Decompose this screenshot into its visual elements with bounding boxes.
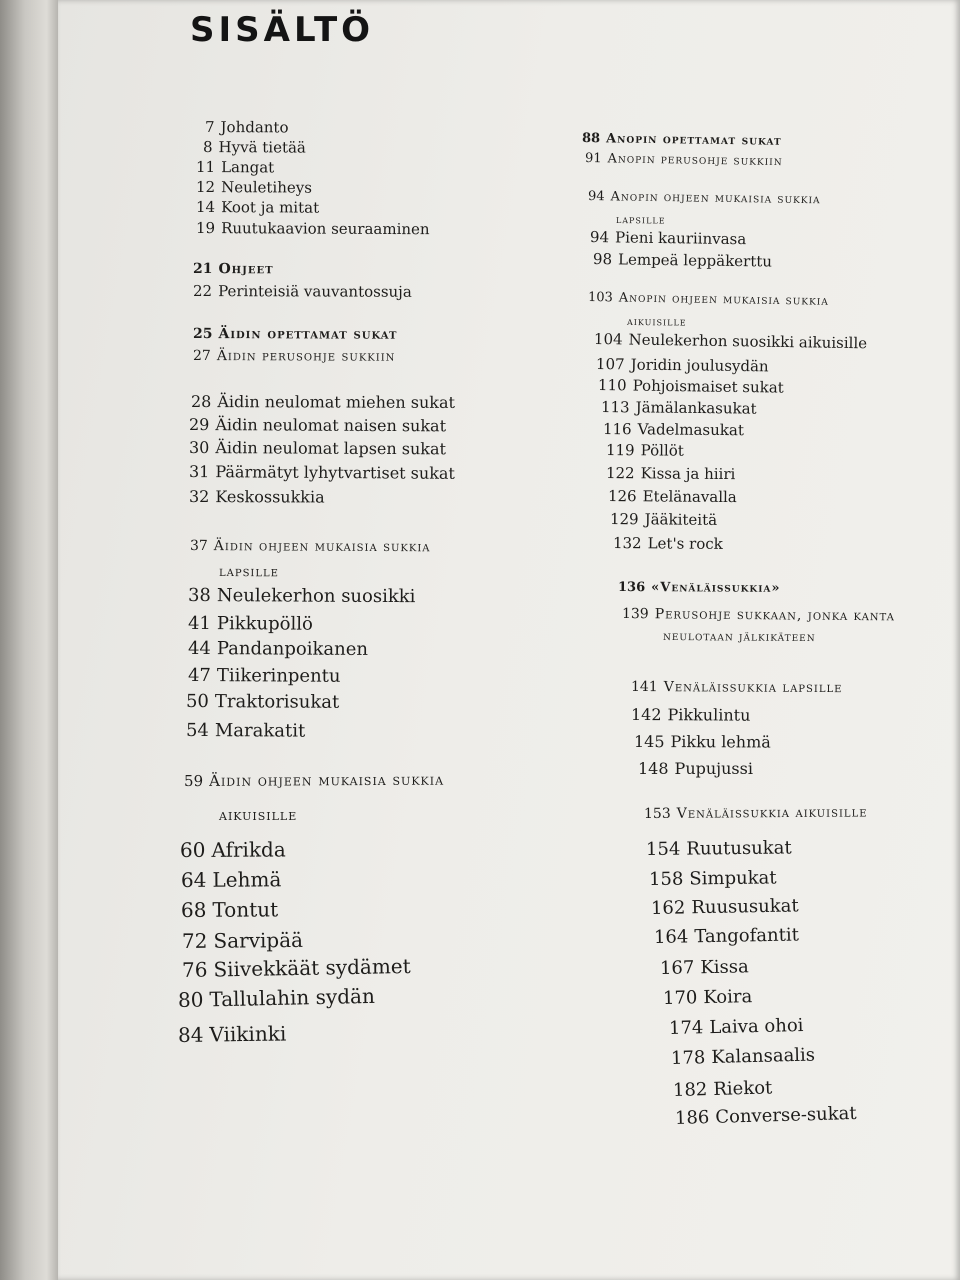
section-heading: neulotaan jälkikäteen xyxy=(662,629,816,646)
left-toc-entry xyxy=(186,720,305,742)
left-toc-entry xyxy=(196,198,319,217)
left-toc-entry xyxy=(219,564,279,580)
left-toc-entry xyxy=(219,806,297,824)
page-number: 167 xyxy=(659,957,695,979)
left-toc-entry xyxy=(193,261,274,277)
page-number: 7 xyxy=(204,118,215,137)
page-number: 27 xyxy=(192,348,211,365)
entry-title: Langat xyxy=(221,158,275,177)
page-number: 142 xyxy=(630,705,662,725)
entry-title: Ruutusukat xyxy=(686,837,792,860)
right-toc-entry xyxy=(601,398,757,418)
right-toc-entry xyxy=(649,867,777,890)
right-toc-entry xyxy=(613,534,723,553)
right-toc-entry xyxy=(610,510,717,529)
entry-title: Ruutukaavion seuraaminen xyxy=(221,219,430,239)
left-toc-entry xyxy=(182,954,411,982)
page-number: 186 xyxy=(674,1107,710,1129)
right-toc-entry xyxy=(663,629,816,645)
page-title: SISÄLTÖ xyxy=(190,10,375,50)
entry-title: Neulekerhon suosikki xyxy=(216,585,416,608)
entry-title: Tiikerinpentu xyxy=(216,665,341,687)
entry-title: Riekot xyxy=(713,1077,773,1100)
page-number: 182 xyxy=(672,1079,708,1101)
page-number: 116 xyxy=(602,420,632,439)
page-number: 84 xyxy=(177,1022,204,1047)
section-heading: «Venäläissukkia» xyxy=(651,580,781,596)
entry-title: Sarvipää xyxy=(213,927,304,953)
entry-title: Pieni kauriinvasa xyxy=(614,228,747,249)
entry-title: Laiva ohoi xyxy=(709,1014,804,1039)
page-number: 153 xyxy=(643,805,671,822)
right-toc-entry xyxy=(618,580,781,596)
section-heading: Äidin opettamat sukat xyxy=(218,326,398,343)
entry-title: Neulekerhon suosikki aikuisille xyxy=(628,330,868,353)
section-heading: Anopin opettamat sukat xyxy=(605,131,782,149)
entry-title: Ruususukat xyxy=(691,895,799,919)
entry-title: Lempeä leppäkerttu xyxy=(617,250,773,271)
page-number: 12 xyxy=(195,178,216,197)
right-toc-entry xyxy=(673,1077,773,1101)
page-number: 174 xyxy=(668,1017,704,1039)
entry-title: Johdanto xyxy=(220,118,289,137)
page-number: 91 xyxy=(584,151,602,167)
left-toc-entry xyxy=(193,348,396,365)
page-number: 50 xyxy=(185,691,209,713)
right-toc-entry xyxy=(593,250,772,270)
left-toc-entry xyxy=(188,613,313,635)
page-number: 60 xyxy=(179,837,206,862)
adjacent-page-edge xyxy=(0,0,62,1280)
right-toc-entry xyxy=(651,895,799,919)
page-number: 38 xyxy=(187,585,211,607)
entry-title: Marakatit xyxy=(214,720,306,742)
left-toc-entry xyxy=(181,897,278,922)
entry-title: Pöllöt xyxy=(640,441,684,460)
page-number: 64 xyxy=(180,867,207,892)
right-toc-entry xyxy=(660,956,749,979)
left-toc-entry xyxy=(188,665,341,687)
section-heading: Äidin perusohje sukkiin xyxy=(216,348,396,365)
section-heading: Perusohje sukkaan, jonka kanta xyxy=(654,606,895,625)
entry-title: Afrikda xyxy=(211,837,286,862)
entry-title: Siivekkäät sydämet xyxy=(213,954,411,982)
left-toc-entry xyxy=(184,771,444,790)
page-number: 104 xyxy=(593,330,623,349)
page-number: 94 xyxy=(587,189,605,205)
page-number: 110 xyxy=(597,376,627,395)
page-number: 136 xyxy=(617,580,646,596)
page-number: 11 xyxy=(195,158,216,177)
left-toc-entry xyxy=(180,837,286,862)
section-heading: aikuisille xyxy=(219,806,298,824)
left-toc-entry xyxy=(190,538,431,555)
page-number: 47 xyxy=(187,665,211,687)
section-heading: aikuisille xyxy=(626,314,687,329)
entry-title: Päärmätyt lyhytvartiset sukat xyxy=(215,462,455,483)
page-number: 14 xyxy=(195,198,216,217)
entry-title: Pikkupöllö xyxy=(216,613,313,635)
left-toc-entry xyxy=(189,462,455,483)
page-number: 148 xyxy=(638,759,669,778)
page-number: 141 xyxy=(630,679,658,696)
entry-title: Neuletiheys xyxy=(221,178,313,197)
entry-title: Äidin neulomat miehen sukat xyxy=(217,392,455,412)
page-number: 68 xyxy=(180,897,207,922)
page-number: 113 xyxy=(600,398,630,417)
entry-title: Äidin neulomat naisen sukat xyxy=(215,415,447,436)
entry-title: Converse-sukat xyxy=(715,1102,857,1128)
right-toc-entry xyxy=(590,228,747,248)
page-number: 139 xyxy=(621,606,649,623)
page-number: 25 xyxy=(192,326,213,343)
entry-title: Äidin neulomat lapsen sukat xyxy=(215,438,447,459)
right-toc-entry xyxy=(644,804,868,822)
left-toc-entry xyxy=(189,415,446,435)
page-number: 32 xyxy=(188,487,210,507)
left-toc-entry xyxy=(189,438,446,458)
entry-title: Jääkiteitä xyxy=(644,510,718,529)
page-number: 72 xyxy=(181,928,208,953)
left-toc-entry xyxy=(188,585,416,607)
page-number: 98 xyxy=(592,250,613,269)
page-number: 76 xyxy=(181,957,208,982)
left-toc-entry xyxy=(181,867,282,892)
section-heading: lapsille xyxy=(218,564,280,581)
left-toc-entry xyxy=(186,691,339,713)
page-number: 145 xyxy=(633,732,665,752)
right-toc-entry xyxy=(606,464,735,483)
section-heading: lapsille xyxy=(615,212,666,227)
left-toc-entry xyxy=(188,638,368,660)
section-heading: Äidin ohjeen mukaisia sukkia xyxy=(213,538,431,556)
right-toc-entry xyxy=(603,420,744,439)
left-toc-entry xyxy=(178,1021,287,1047)
right-toc-entry xyxy=(634,732,771,751)
entry-title: Pikkulintu xyxy=(667,705,751,725)
entry-title: Let's rock xyxy=(647,534,723,553)
right-toc-entry xyxy=(671,1044,816,1069)
page-number: 103 xyxy=(587,290,613,306)
entry-title: Koira xyxy=(703,986,753,1009)
page-number: 107 xyxy=(595,355,625,374)
entry-title: Tontut xyxy=(212,897,279,922)
entry-title: Pupujussi xyxy=(674,759,753,778)
right-toc-entry xyxy=(606,441,684,460)
right-toc-entry xyxy=(585,151,783,169)
left-toc-entry xyxy=(196,178,312,197)
page-number: 21 xyxy=(192,261,213,278)
left-toc-entry xyxy=(196,158,274,176)
right-toc-entry xyxy=(608,487,737,506)
right-toc-entry xyxy=(598,376,784,397)
right-toc-entry xyxy=(646,837,792,860)
entry-title: Koot ja mitat xyxy=(221,198,320,217)
entry-title: Simpukat xyxy=(689,867,777,890)
page-number: 19 xyxy=(195,219,216,238)
entry-title: Kalansaalis xyxy=(711,1044,816,1069)
page-number: 80 xyxy=(177,987,204,1012)
left-toc-entry xyxy=(193,326,398,343)
page-number: 126 xyxy=(607,487,637,506)
page-number: 88 xyxy=(581,131,601,147)
right-toc-entry xyxy=(669,1015,804,1039)
page-number: 44 xyxy=(187,638,211,660)
entry-title: Joridin joulusydän xyxy=(630,355,769,376)
page-number: 170 xyxy=(662,987,698,1009)
page-number: 54 xyxy=(185,720,209,742)
entry-title: Lehmä xyxy=(212,867,282,892)
left-toc-entry xyxy=(182,928,303,953)
page-number: 178 xyxy=(670,1047,706,1069)
entry-title: Viikinki xyxy=(209,1021,287,1047)
page-number: 8 xyxy=(202,138,213,157)
entry-title: Vadelmasukat xyxy=(637,420,744,440)
entry-title: Jämälankasukat xyxy=(635,398,757,418)
section-heading: Ohjeet xyxy=(218,261,274,278)
section-heading: Äidin ohjeen mukaisia sukkia xyxy=(209,770,445,790)
left-toc-entry xyxy=(203,138,306,157)
page-number: 158 xyxy=(648,868,684,890)
entry-title: Keskossukkia xyxy=(215,487,325,507)
page-number: 59 xyxy=(183,771,204,790)
page-number: 31 xyxy=(188,462,210,482)
entry-title: Kissa xyxy=(700,956,749,979)
page-number: 162 xyxy=(650,897,686,919)
right-toc-entry xyxy=(588,189,821,207)
right-toc-entry xyxy=(638,759,753,778)
right-toc-entry xyxy=(631,705,751,725)
page-number: 22 xyxy=(192,282,213,301)
section-heading: Anopin perusohje sukkiin xyxy=(607,151,783,170)
left-toc-entry xyxy=(191,392,455,412)
page-number: 37 xyxy=(189,538,208,555)
left-toc-entry xyxy=(205,118,289,136)
right-toc-entry xyxy=(654,924,799,948)
right-toc-entry xyxy=(596,355,769,375)
page-number: 30 xyxy=(188,438,210,458)
entry-title: Pikku lehmä xyxy=(670,732,771,752)
entry-title: Etelänavalla xyxy=(642,487,737,507)
page-number: 132 xyxy=(612,534,642,553)
page-number: 154 xyxy=(645,838,681,860)
entry-title: Tallulahin sydän xyxy=(209,983,376,1012)
entry-title: Kissa ja hiiri xyxy=(640,464,736,484)
right-toc-entry xyxy=(582,131,782,149)
page-number: 129 xyxy=(609,510,639,529)
entry-title: Perinteisiä vauvantossuja xyxy=(218,282,412,301)
right-toc-entry xyxy=(627,314,687,329)
right-toc-entry xyxy=(616,212,666,227)
entry-title: Tangofantit xyxy=(694,924,800,948)
section-heading: Anopin ohjeen mukaisia sukkia xyxy=(610,189,821,208)
page-number: 164 xyxy=(653,926,689,948)
entry-title: Pandanpoikanen xyxy=(216,638,369,660)
page-number: 122 xyxy=(605,464,635,483)
right-toc-entry xyxy=(622,606,895,624)
page-number: 29 xyxy=(188,415,210,435)
entry-title: Pohjoismaiset sukat xyxy=(632,376,784,397)
left-toc-entry xyxy=(196,219,430,238)
section-heading: Anopin ohjeen mukaisia sukkia xyxy=(618,290,829,309)
left-toc-entry xyxy=(189,487,325,506)
section-heading: Venäläissukkia aikuisille xyxy=(676,804,868,822)
entry-title: Hyvä tietää xyxy=(218,138,306,157)
left-toc-entry xyxy=(193,282,412,301)
section-heading: Venäläissukkia lapsille xyxy=(663,679,843,697)
right-toc-entry xyxy=(631,679,843,696)
right-toc-entry xyxy=(663,986,753,1009)
page-number: 41 xyxy=(187,613,211,635)
left-toc-entry xyxy=(178,984,375,1012)
page-number: 28 xyxy=(190,392,212,412)
entry-title: Traktorisukat xyxy=(214,691,340,713)
page-number: 119 xyxy=(605,441,635,460)
page-number: 94 xyxy=(589,228,610,247)
